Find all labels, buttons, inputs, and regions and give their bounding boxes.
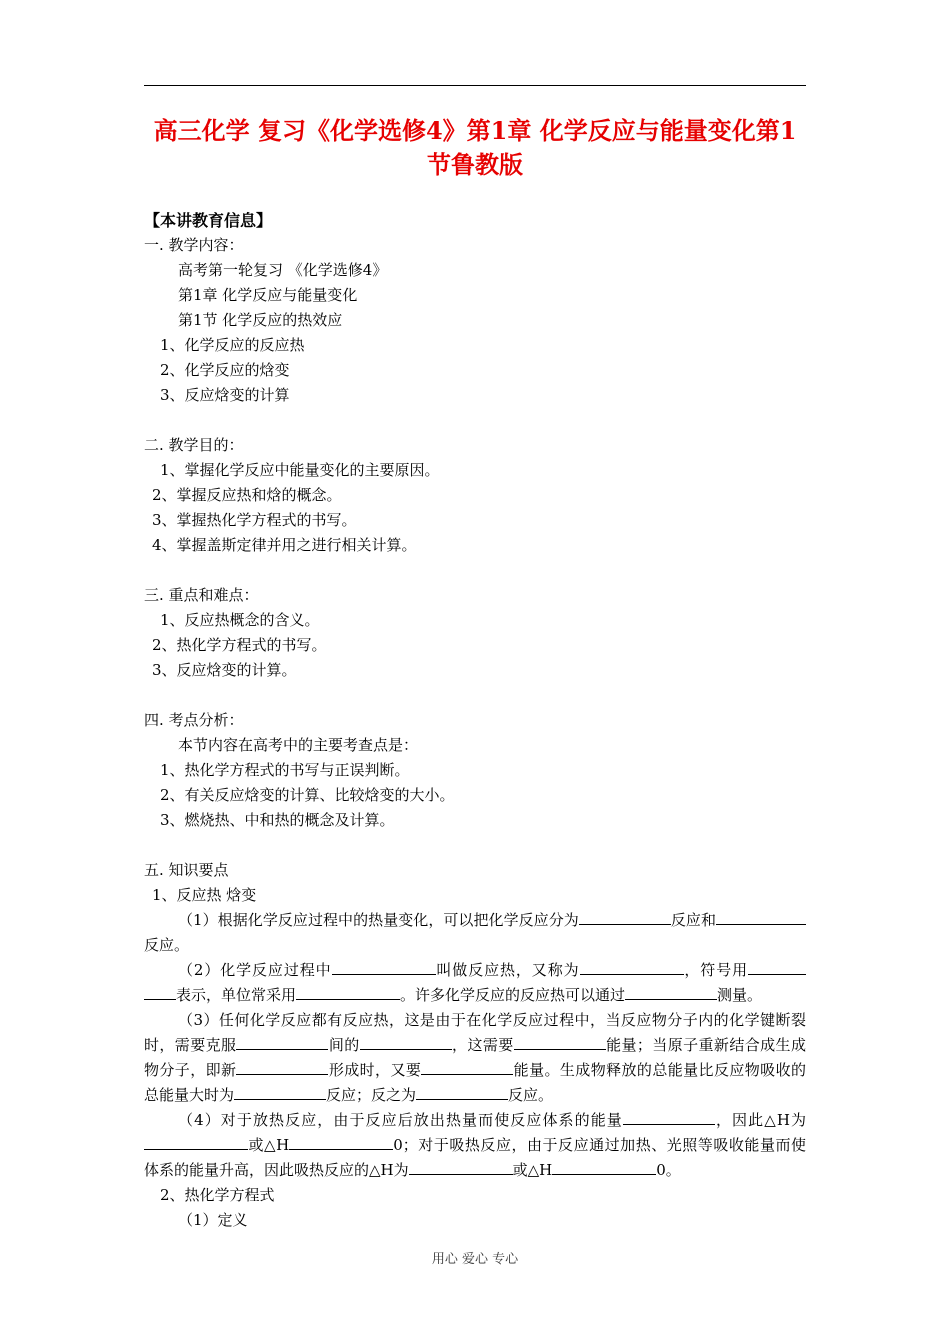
fill-blank[interactable] — [552, 1160, 656, 1175]
section-1-heading: 一. 教学内容： — [144, 236, 244, 254]
section-4-heading: 四. 考点分析： — [144, 711, 244, 729]
s2-item-3: 3、掌握热化学方程式的书写。 — [152, 511, 357, 529]
fill-blank[interactable] — [579, 910, 671, 925]
fill-blank[interactable] — [774, 910, 806, 925]
s1-line-3: 第1节 化学反应的热效应 — [178, 311, 343, 329]
s1-item-2: 2、化学反应的焓变 — [160, 361, 290, 379]
fill-blank[interactable] — [421, 1060, 513, 1075]
s3-item-2: 2、热化学方程式的书写。 — [152, 636, 327, 654]
s1-line-1: 高考第一轮复习 《化学选修4》 — [178, 261, 388, 279]
header-rule — [144, 85, 806, 86]
s3-item-3: 3、反应焓变的计算。 — [152, 661, 297, 679]
s1-item-1: 1、化学反应的反应热 — [160, 336, 305, 354]
s2-item-4: 4、掌握盖斯定律并用之进行相关计算。 — [152, 536, 417, 554]
fill-blank[interactable] — [144, 985, 176, 1000]
section-header: 【本讲教育信息】 — [144, 211, 273, 230]
section-3-heading: 三. 重点和难点： — [144, 586, 259, 604]
s5-subheading-2: 2、热化学方程式 — [160, 1186, 275, 1204]
fill-blank[interactable] — [625, 985, 717, 1000]
s3-item-1: 1、反应热概念的含义。 — [160, 611, 320, 629]
s1-item-3: 3、反应焓变的计算 — [160, 386, 290, 404]
s4-item-1: 1、热化学方程式的书写与正误判断。 — [160, 761, 410, 779]
fill-blank[interactable] — [236, 1035, 328, 1050]
fill-blank[interactable] — [144, 1135, 248, 1150]
fill-blank[interactable] — [234, 1085, 326, 1100]
document-body — [144, 208, 806, 1233]
s5-paragraph-4: （4）对于放热反应，由于反应后放出热量而使反应体系的能量 ，因此△H为或△H 0；对于吸热反应，由于反应通过加热、光照等吸收能量而使体系的能量升高，因此吸热反应的△H为 或△H 0。 — [144, 1111, 807, 1179]
document-title: 高三化学 复习《化学选修4》第1章 化学反应与能量变化第1节鲁教版 — [153, 116, 797, 179]
fill-blank[interactable] — [332, 960, 436, 975]
section-2-heading: 二. 教学目的： — [144, 436, 244, 454]
s5-paragraph-2: （2）化学反应过程中 叫做反应热，又称为 ，符号用表示，单位常采用 。许多化学反应的反应热可以通过 测量。 — [144, 958, 806, 1008]
fill-blank[interactable] — [748, 960, 806, 975]
section-5-heading: 五. 知识要点 — [144, 861, 229, 879]
page-footer: 用心 爱心 专心 — [431, 1252, 519, 1267]
fill-blank[interactable] — [289, 1135, 393, 1150]
s2-item-2: 2、掌握反应热和焓的概念。 — [152, 486, 342, 504]
fill-blank[interactable] — [623, 1110, 715, 1125]
s5-subheading-1: 1、反应热 焓变 — [152, 886, 257, 904]
fill-blank[interactable] — [416, 1085, 508, 1100]
fill-blank[interactable] — [236, 1060, 328, 1075]
s1-line-2: 第1章 化学反应与能量变化 — [178, 286, 358, 304]
fill-blank[interactable] — [409, 1160, 513, 1175]
s4-item-2: 2、有关反应焓变的计算、比较焓变的大小。 — [160, 786, 455, 804]
fill-blank[interactable] — [296, 985, 400, 1000]
fill-blank[interactable] — [716, 910, 774, 925]
s5-paragraph-3: （3）任何化学反应都有反应热，这是由于在化学反应过程中，当反应物分子内的化学键断裂时，需要克服 间的 ，这需要 能量；当原子重新结合成生成物分子，即新 形成时，又要 能量。生成物释放的总能量比反应物吸收的总能量大时为 反应；反之为 反应。 — [144, 1011, 806, 1104]
fill-blank[interactable] — [580, 960, 684, 975]
s2-item-1: 1、掌握化学反应中能量变化的主要原因。 — [160, 461, 440, 479]
s5-paragraph-1: （1）根据化学反应过程中的热量变化，可以把化学反应分为 反应和反应。 — [144, 908, 806, 958]
s5-subheading-2-1: （1）定义 — [178, 1211, 248, 1229]
s4-item-3: 3、燃烧热、中和热的概念及计算。 — [160, 811, 395, 829]
fill-blank[interactable] — [514, 1035, 606, 1050]
s4-intro: 本节内容在高考中的主要考查点是： — [178, 736, 419, 754]
fill-blank[interactable] — [360, 1035, 452, 1050]
